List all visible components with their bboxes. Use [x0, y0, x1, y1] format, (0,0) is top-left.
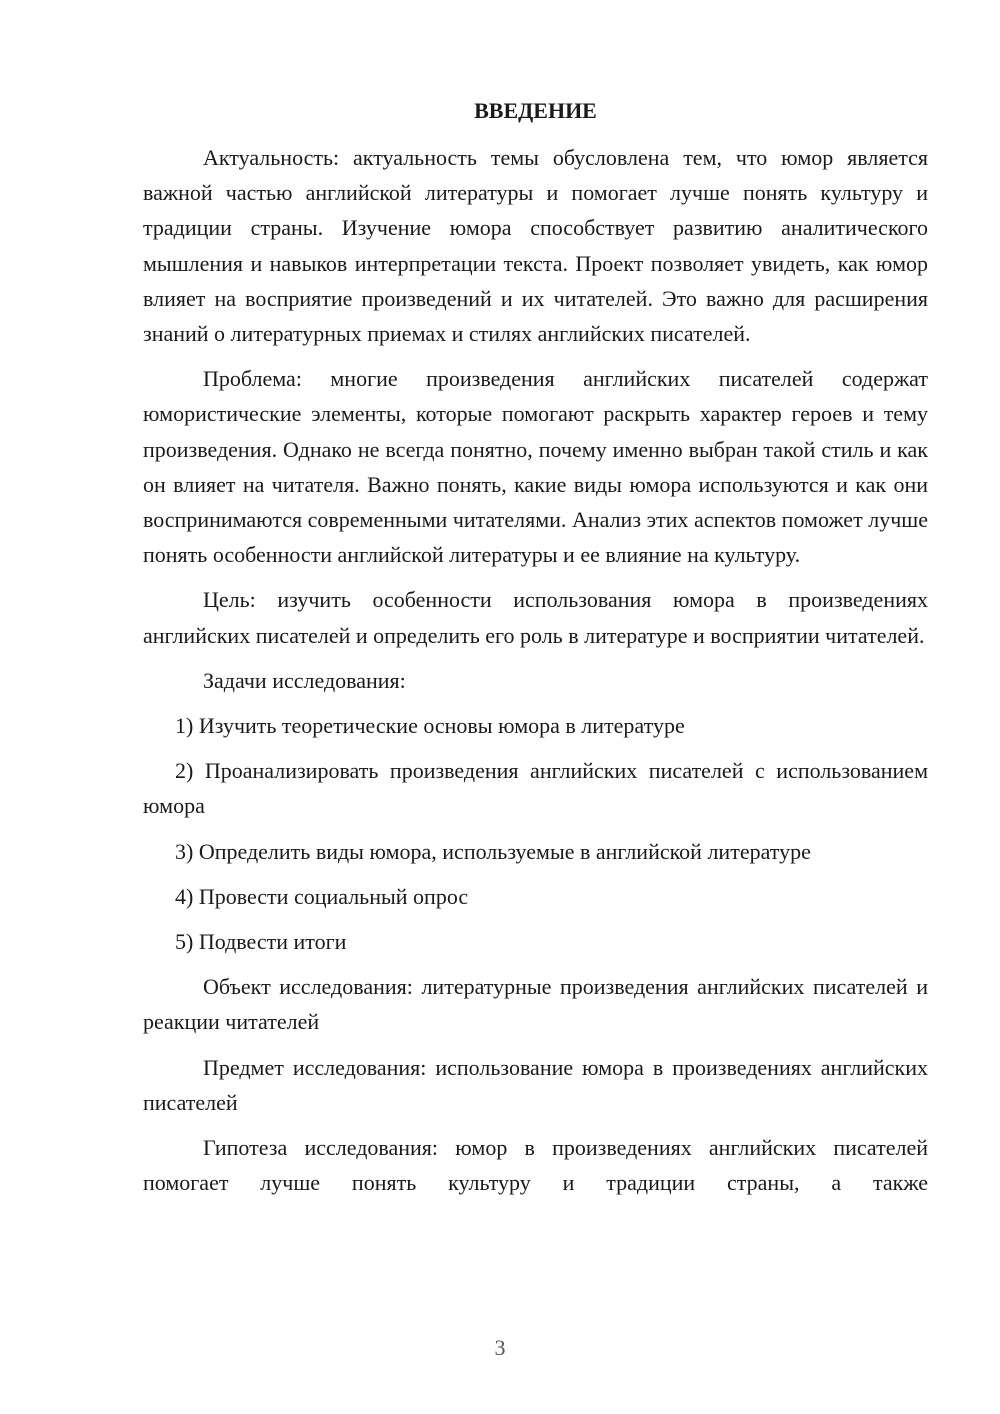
- goal-paragraph: Цель: изучить особенности использования юмора в произведениях английских писателей и определить его роль в литературе и восприятии читателей.: [143, 587, 928, 648]
- subject-paragraph: Предмет исследования: использование юмора в произведениях английских писателей: [143, 1054, 928, 1115]
- relevance-paragraph: Актуальность: актуальность темы обусловлена тем, что юмор является важной частью английской литературы и помогает лучше понять культуру и традиции страны. Изучение юмора способствует развитию аналитического мышления и навыков интерпретации текста. Проект позволяет увидеть, как юмор влияет на восприятие произведений и их читателей. Это важно для расширения знаний о литературных приемах и стилях английских писателей.: [143, 145, 928, 347]
- object-paragraph: Объект исследования: литературные произведения английских писателей и реакции читателей: [143, 974, 928, 1035]
- task-item-2: 2) Проанализировать произведения английских писателей с использованием юмора: [143, 758, 928, 819]
- tasks-heading: Задачи исследования:: [203, 667, 406, 693]
- task-item-1: 1) Изучить теоретические основы юмора в литературе: [175, 713, 685, 739]
- task-item-3: 3) Определить виды юмора, используемые в английской литературе: [175, 838, 811, 864]
- problem-paragraph: Проблема: многие произведения английских писателей содержат юмористические элементы, которые помогают раскрыть характер героев и тему произведения. Однако не всегда понятно, почему именно выбран такой стиль и как он влияет на читателя. Важно понять, какие виды юмора используются и как они воспринимаются современными читателями. Анализ этих аспектов поможет лучше понять особенности английской литературы и ее влияние на культуру.: [143, 366, 928, 568]
- hypothesis-paragraph: Гипотеза исследования: юмор в произведениях английских писателей помогает лучше понять культуру и традиции страны, а также: [143, 1135, 928, 1196]
- task-item-4: 4) Провести социальный опрос: [175, 883, 469, 909]
- task-item-5: 5) Подвести итоги: [175, 929, 347, 955]
- section-title: ВВЕДЕНИЕ: [474, 98, 597, 123]
- page-number: 3: [494, 1335, 506, 1360]
- document-body: [143, 96, 928, 1200]
